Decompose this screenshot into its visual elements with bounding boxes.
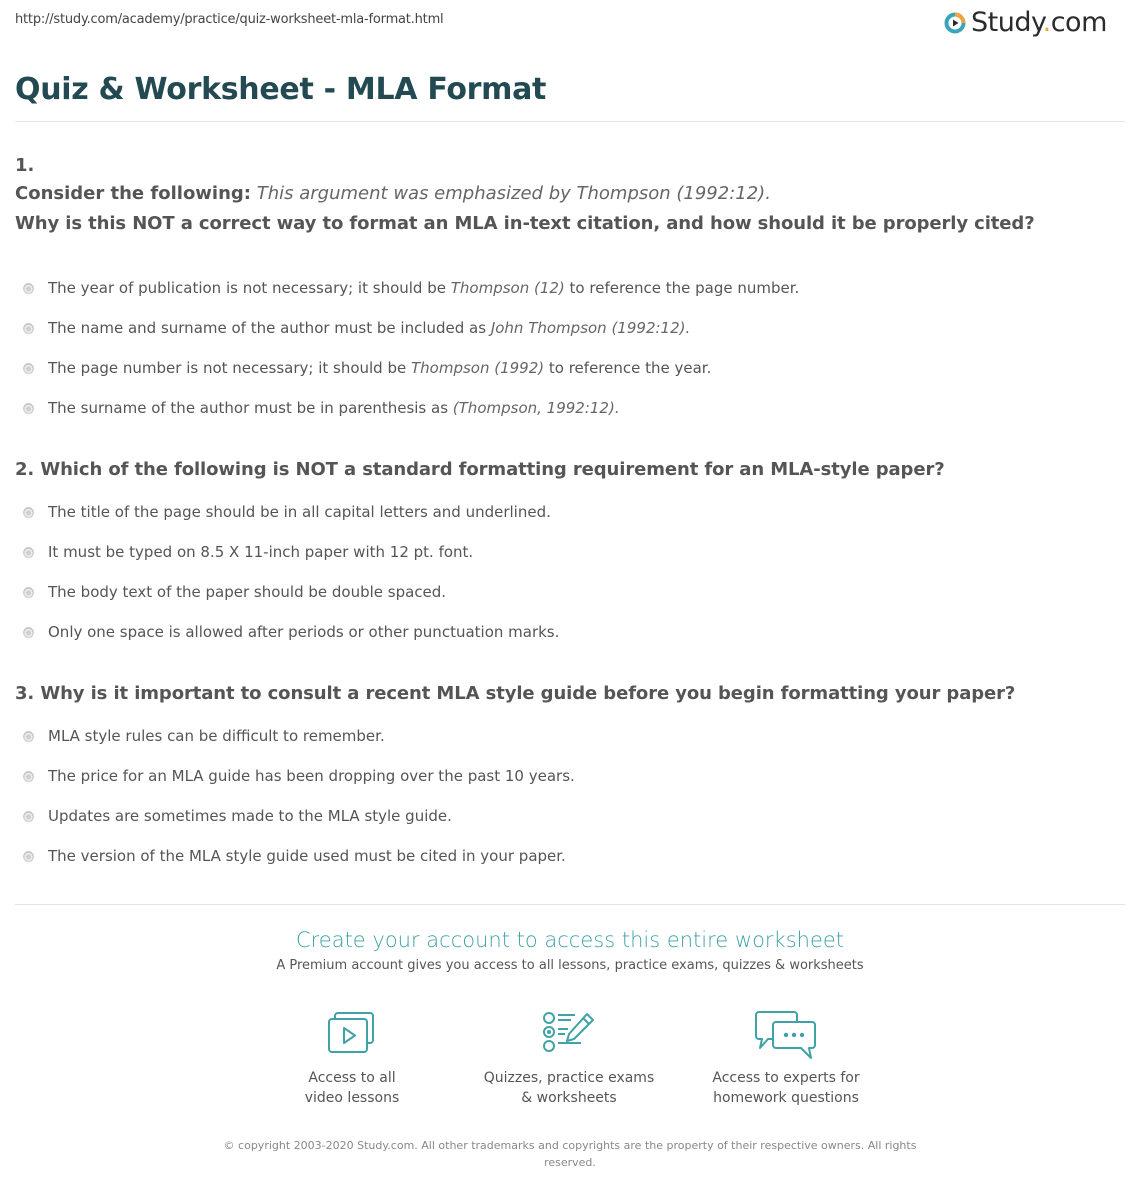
copyright: © copyright 2003-2020 Study.com. All other trademarks and copyrights are the property of their respective owners. All rights reserved. <box>223 1139 917 1169</box>
divider <box>15 904 1125 905</box>
feature-label: Access to experts for homework questions <box>712 1070 860 1106</box>
radio-button[interactable] <box>23 811 34 822</box>
answer-option[interactable] <box>15 836 1125 876</box>
cta-title[interactable]: Create your account to access this entire worksheet <box>295 928 845 952</box>
question-2-text: 2. Which of the following is NOT a standard formatting requirement for an MLA-style paper? <box>15 459 945 480</box>
answer-option[interactable] <box>15 756 1125 796</box>
radio-button[interactable] <box>23 771 34 782</box>
study-logo[interactable] <box>944 9 1107 36</box>
option-label: It must be typed on 8.5 X 11-inch paper with 12 pt. font. <box>48 543 474 561</box>
feature-label: Quizzes, practice exams & worksheets <box>483 1070 655 1106</box>
radio-button[interactable] <box>23 627 34 638</box>
option-label: The name and surname of the author must be included as John Thompson (1992:12). <box>48 319 691 337</box>
question-1 <box>15 155 1125 234</box>
video-lessons-icon <box>326 1010 378 1056</box>
feature-experts <box>686 1010 886 1108</box>
option-label: Only one space is allowed after periods or other punctuation marks. <box>48 623 560 641</box>
option-label: The version of the MLA style guide used must be cited in your paper. <box>48 847 566 865</box>
answer-option[interactable] <box>15 388 1125 428</box>
radio-button[interactable] <box>23 731 34 742</box>
option-label: The page number is not necessary; it should be Thompson (1992) to reference the year. <box>48 359 712 377</box>
page-title: Quiz & Worksheet - MLA Format <box>15 72 547 107</box>
divider <box>15 121 1125 122</box>
radio-button[interactable] <box>23 403 34 414</box>
answer-options-3 <box>15 716 1125 876</box>
option-label: MLA style rules can be difficult to remember. <box>48 727 385 745</box>
radio-button[interactable] <box>23 283 34 294</box>
answer-option[interactable] <box>15 308 1125 348</box>
option-label: The surname of the author must be in parenthesis as (Thompson, 1992:12). <box>48 399 620 417</box>
answer-option[interactable] <box>15 492 1125 532</box>
option-label: The title of the page should be in all capital letters and underlined. <box>48 503 551 521</box>
radio-button[interactable] <box>23 547 34 558</box>
answer-options-2 <box>15 492 1125 652</box>
option-label: The year of publication is not necessary; it should be Thompson (12) to reference the page number. <box>48 279 800 297</box>
answer-option[interactable] <box>15 612 1125 652</box>
feature-label: Access to all video lessons <box>304 1070 400 1106</box>
answer-option[interactable] <box>15 716 1125 756</box>
feature-quizzes <box>469 1010 669 1108</box>
question-number: 1. <box>15 155 35 176</box>
radio-button[interactable] <box>23 587 34 598</box>
radio-button[interactable] <box>23 507 34 518</box>
quiz-checklist-icon <box>541 1010 597 1056</box>
question-text: Why is this NOT a correct way to format an MLA in-text citation, and how should it be properly cited? <box>15 213 1035 234</box>
play-circle-logo-icon <box>944 12 966 34</box>
logo-text: Study.com <box>971 7 1107 38</box>
radio-button[interactable] <box>23 323 34 334</box>
option-label: The body text of the paper should be double spaced. <box>48 583 447 601</box>
answer-option[interactable] <box>15 532 1125 572</box>
feature-video-lessons <box>252 1010 452 1108</box>
option-label: The price for an MLA guide has been dropping over the past 10 years. <box>48 767 575 785</box>
answer-option[interactable] <box>15 796 1125 836</box>
question-prompt: Consider the following: This argument was emphasized by Thompson (1992:12). <box>15 183 771 204</box>
answer-option[interactable] <box>15 348 1125 388</box>
option-label: Updates are sometimes made to the MLA style guide. <box>48 807 452 825</box>
page-url: http://study.com/academy/practice/quiz-worksheet-mla-format.html <box>15 12 444 27</box>
radio-button[interactable] <box>23 851 34 862</box>
answer-option[interactable] <box>15 572 1125 612</box>
question-3-text: 3. Why is it important to consult a recent MLA style guide before you begin formatting your paper? <box>15 683 1016 704</box>
answer-options-1 <box>15 268 1125 428</box>
answer-option[interactable] <box>15 268 1125 308</box>
cta-subtitle: A Premium account gives you access to all lessons, practice exams, quizzes & worksheets <box>276 958 864 973</box>
radio-button[interactable] <box>23 363 34 374</box>
chat-bubbles-icon <box>754 1010 818 1060</box>
